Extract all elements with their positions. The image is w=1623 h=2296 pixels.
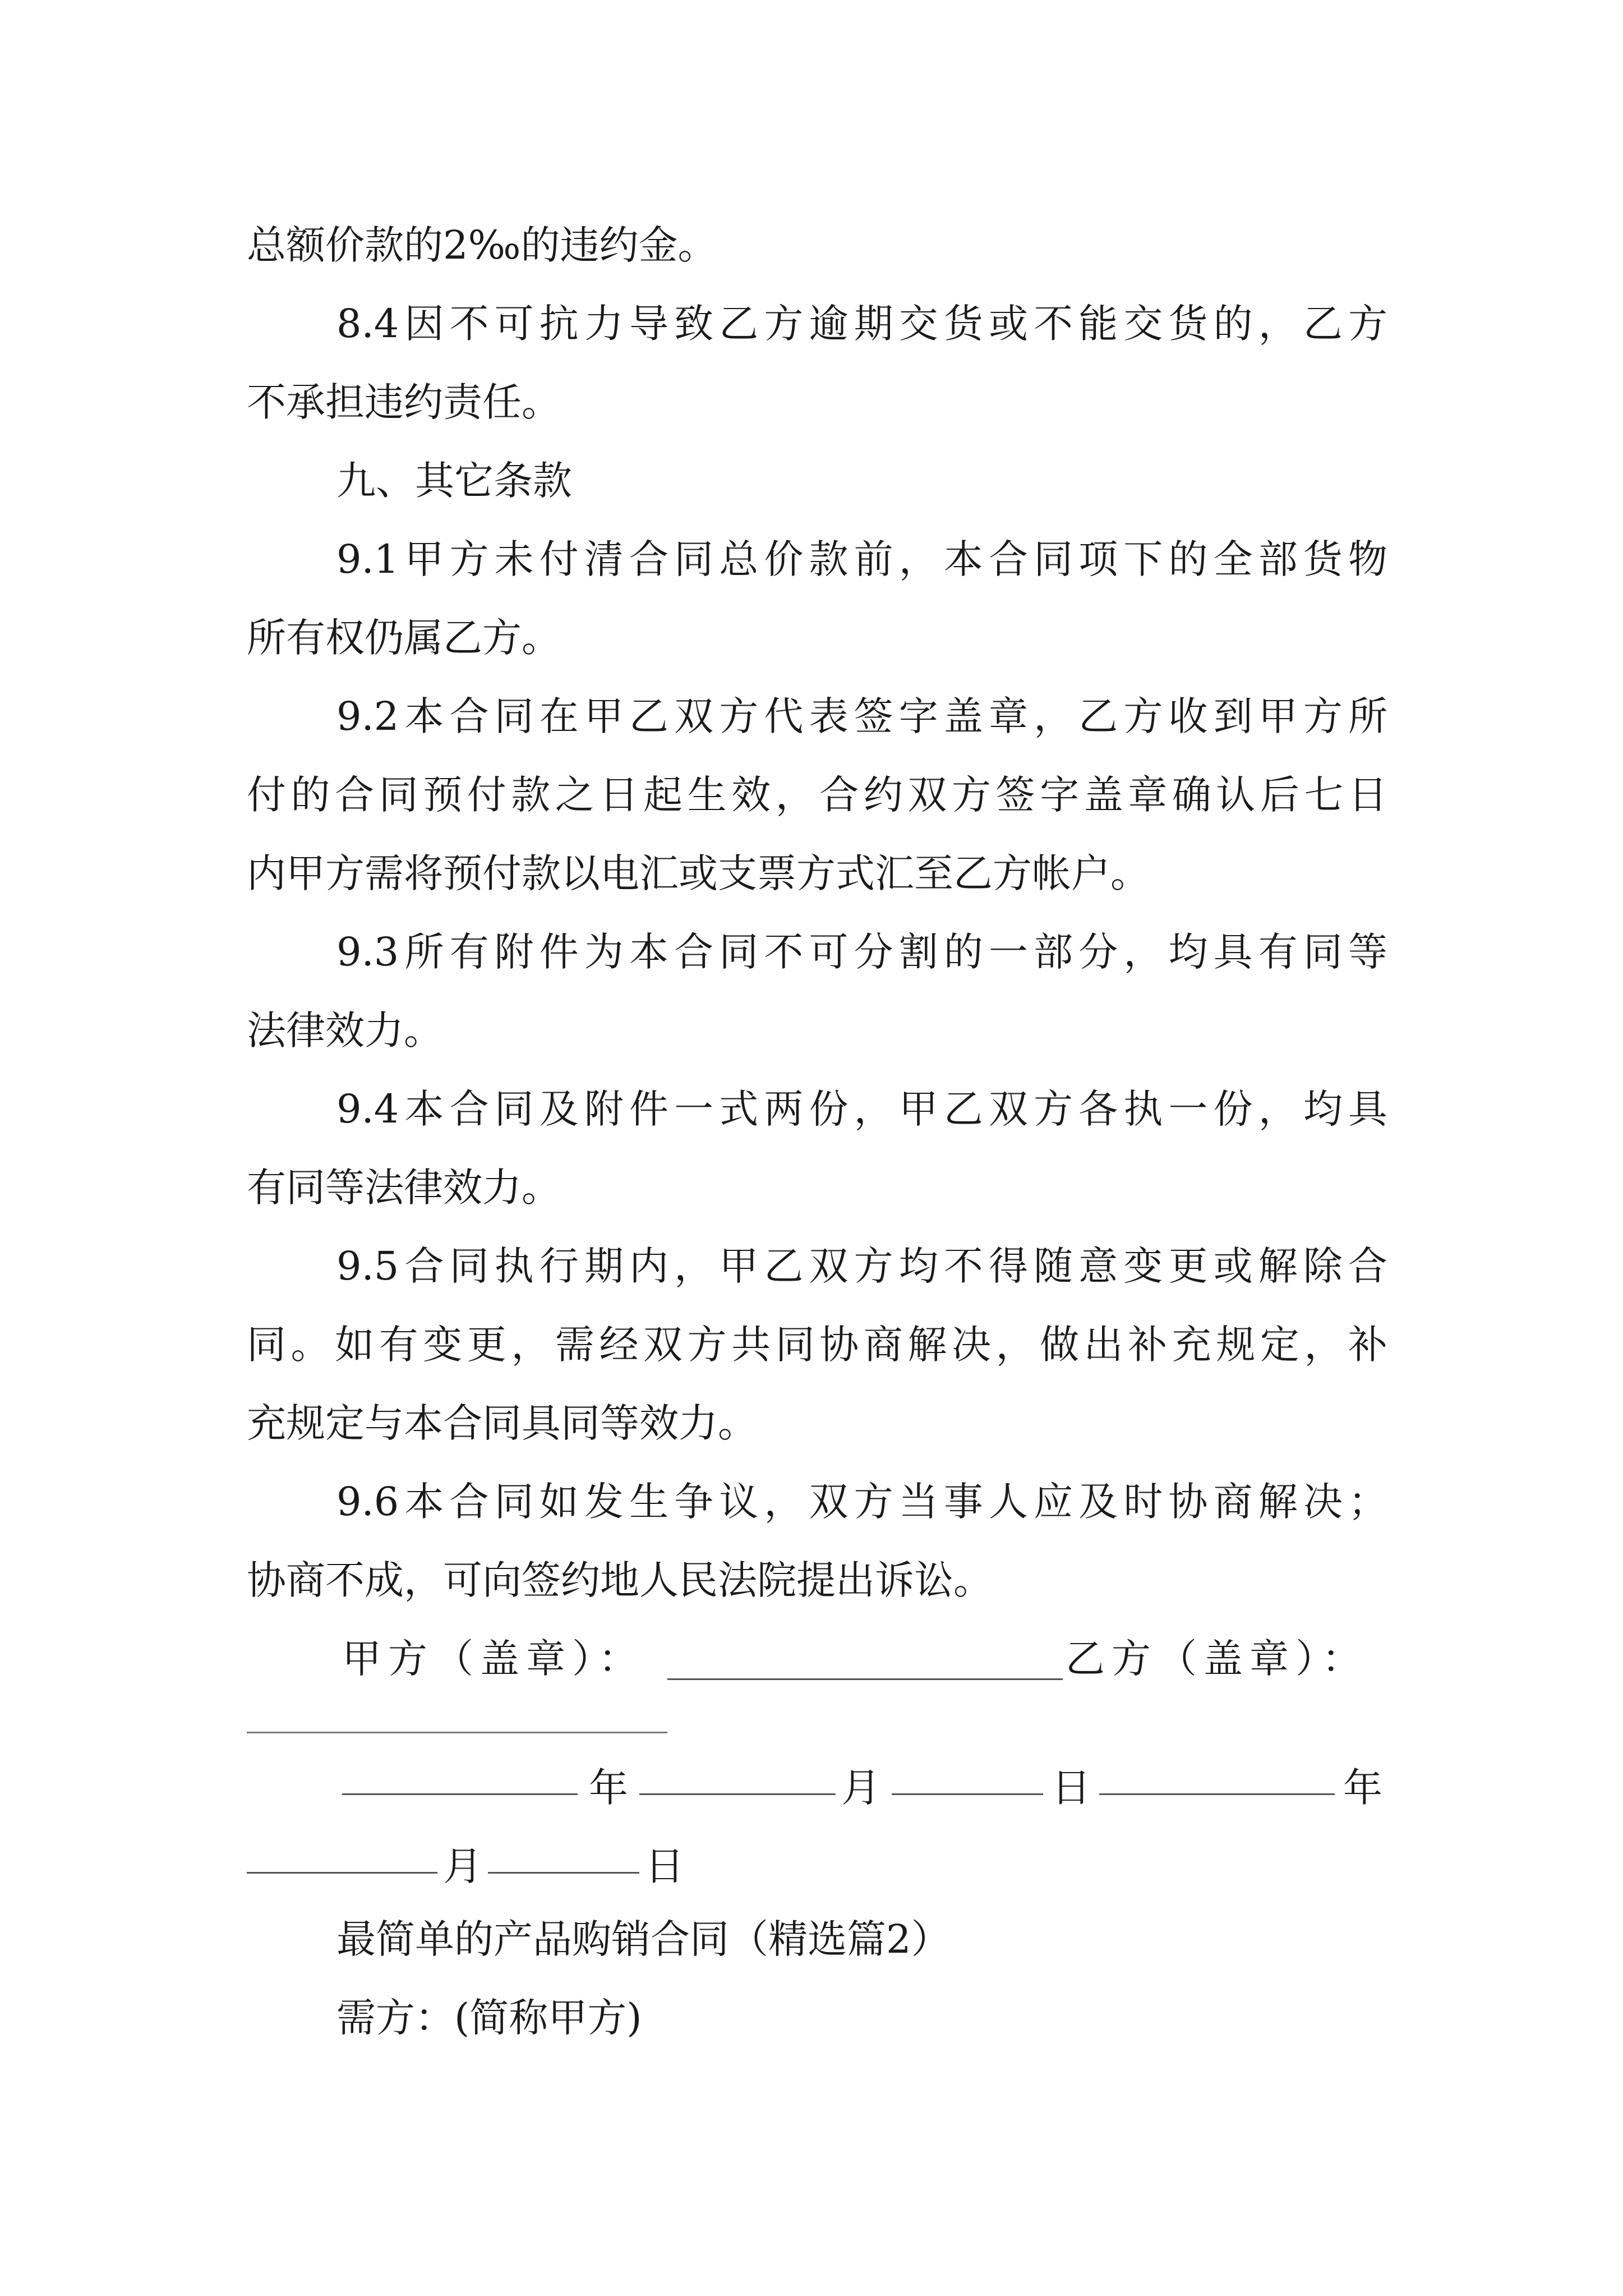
party-b-year-blank <box>1099 1754 1335 1795</box>
clause-9-1-line-1: 9.1甲方未付清合同总价款前，本合同项下的全部货物 <box>336 536 1387 582</box>
clause-9-5-line-2: 同。如有变更，需经双方共同协商解决，做出补充规定，补 <box>247 1322 1387 1368</box>
party-a-year-blank <box>342 1754 578 1795</box>
day-label: 日 <box>645 1843 684 1889</box>
clause-8-4-line-2: 不承担违约责任。 <box>247 379 561 425</box>
clause-9-2-line-3: 内甲方需将预付款以电汇或支票方式汇至乙方帐户。 <box>247 850 1150 896</box>
clause-9-6-line-2: 协商不成，可向签约地人民法院提出诉讼。 <box>247 1557 993 1603</box>
party-a-month-blank <box>639 1754 836 1795</box>
clause-9-2-line-2: 付的合同预付款之日起生效，合约双方签字盖章确认后七日 <box>247 772 1387 818</box>
month-label: 月 <box>841 1765 880 1811</box>
clause-9-6-line-1: 9.6本合同如发生争议，双方当事人应及时协商解决； <box>336 1479 1387 1525</box>
party-b-day-blank <box>488 1833 639 1874</box>
party-a-seal-label: 甲方（盖章）： <box>342 1636 644 1682</box>
clause-9-3-line-1: 9.3所有附件为本合同不可分割的一部分，均具有同等 <box>336 929 1387 975</box>
party-b-seal-blank <box>247 1732 667 1733</box>
day-label: 日 <box>1052 1765 1091 1811</box>
year-label: 年 <box>1343 1765 1382 1811</box>
year-label: 年 <box>589 1765 628 1811</box>
clause-9-5-line-3: 充规定与本合同具同等效力。 <box>247 1400 757 1446</box>
clause-8-4-line-1: 8.4因不可抗力导致乙方逾期交货或不能交货的，乙方 <box>336 301 1387 347</box>
clause-9-3-line-2: 法律效力。 <box>247 1007 443 1053</box>
section-heading-other-terms: 九、其它条款 <box>336 458 572 504</box>
party-a-day-blank <box>892 1754 1043 1795</box>
party-b-month-blank <box>247 1833 437 1874</box>
party-a-seal-blank <box>667 1639 1063 1680</box>
clause-9-1-line-2: 所有权仍属乙方。 <box>247 615 561 661</box>
clause-9-4-line-1: 9.4本合同及附件一式两份，甲乙双方各执一份，均具 <box>336 1086 1387 1132</box>
clause-9-5-line-1: 9.5合同执行期内，甲乙双方均不得随意变更或解除合 <box>336 1243 1387 1289</box>
clause-9-2-line-1: 9.2本合同在甲乙双方代表签字盖章，乙方收到甲方所 <box>336 693 1387 739</box>
paragraph-line: 总额价款的2‰的违约金。 <box>247 222 717 268</box>
buyer-label: 需方：(简称甲方) <box>336 1995 642 2041</box>
clause-9-4-line-2: 有同等法律效力。 <box>247 1165 561 1211</box>
party-b-seal-label: 乙方（盖章）： <box>1066 1636 1368 1682</box>
month-label: 月 <box>443 1843 482 1889</box>
contract-title: 最简单的产品购销合同（精选篇2） <box>336 1916 951 1962</box>
